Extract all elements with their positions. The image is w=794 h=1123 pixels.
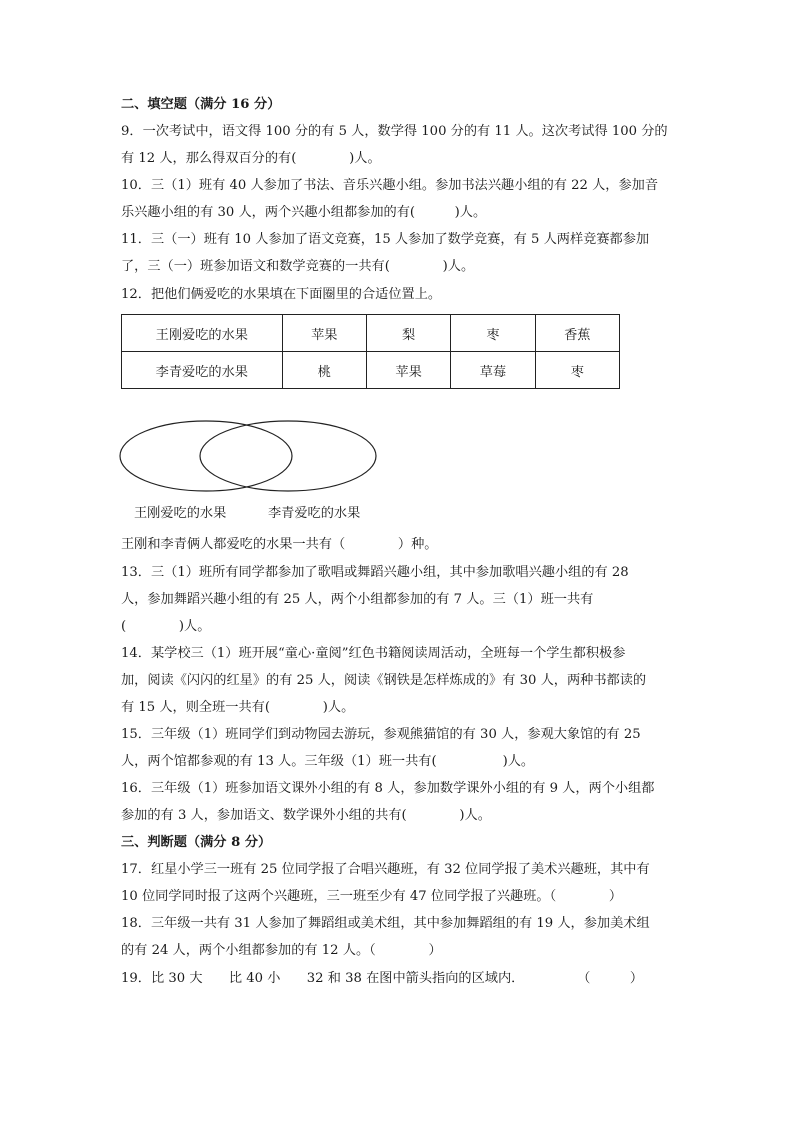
table-row-header: 李青爱吃的水果 — [122, 352, 283, 389]
question-14-line-2: 加，阅读《闪闪的红星》的有 25 人，阅读《钢铁是怎样炼成的》有 30 人，两种书都读的 — [121, 673, 647, 688]
table-cell: 香蕉 — [535, 315, 619, 352]
venn-circle-left — [120, 421, 292, 491]
table-cell: 枣 — [535, 352, 619, 389]
question-19: 19．比 30 大 比 40 小 32 和 38 在图中箭头指向的区域内． （ ） — [121, 971, 644, 986]
table-row — [122, 315, 620, 352]
question-15-line-2: 人，两个馆都参观的有 13 人。三年级（1）班一共有( )人。 — [121, 754, 535, 769]
table-cell: 梨 — [366, 315, 450, 352]
table-cell: 枣 — [451, 315, 535, 352]
question-18-line-1: 18．三年级一共有 31 人参加了舞蹈组或美术组，其中参加舞蹈组的有 19 人，参加美术组 — [121, 916, 650, 931]
question-14-line-1: 14．某学校三（1）班开展“童心·童阅”红色书籍阅读周活动，全班每一个学生都积极参 — [121, 646, 626, 661]
question-10-line-2: 乐兴趣小组的有 30 人，两个兴趣小组都参加的有( )人。 — [121, 205, 487, 220]
section-3-title: 三、判断题（满分 8 分） — [121, 835, 272, 850]
question-16-line-2: 参加的有 3 人，参加语文、数学课外小组的共有( )人。 — [121, 808, 491, 823]
table-cell: 桃 — [282, 352, 366, 389]
question-9-line-2: 有 12 人，那么得双百分的有( )人。 — [121, 151, 381, 166]
question-11-line-2: 了，三（一）班参加语文和数学竞赛的一共有( )人。 — [121, 259, 475, 274]
question-9-line-1: 9．一次考试中，语文得 100 分的有 5 人，数学得 100 分的有 11 人。这次考试得 100 分的 — [121, 124, 668, 139]
question-16-line-1: 16．三年级（1）班参加语文课外小组的有 8 人，参加数学课外小组的有 9 人，两个小组都 — [121, 781, 655, 796]
table-row-header: 王刚爱吃的水果 — [122, 315, 283, 352]
table-cell: 苹果 — [282, 315, 366, 352]
question-17-line-2: 10 位同学同时报了这两个兴趣班，三一班至少有 47 位同学报了兴趣班。（ ） — [121, 889, 623, 904]
question-12-text: 12．把他们俩爱吃的水果填在下面圈里的合适位置上。 — [121, 287, 442, 302]
question-12-question: 王刚和李青俩人都爱吃的水果一共有（ ）种。 — [121, 537, 438, 552]
venn-label-right: 李青爱吃的水果 — [268, 506, 361, 521]
table-cell: 苹果 — [366, 352, 450, 389]
venn-label-left: 王刚爱吃的水果 — [134, 506, 227, 521]
question-13-line-1: 13．三（1）班所有同学都参加了歌唱或舞蹈兴趣小组，其中参加歌唱兴趣小组的有 28 — [121, 565, 629, 580]
table-row — [122, 352, 620, 389]
question-13-line-3: ( )人。 — [121, 619, 211, 634]
question-13-line-2: 人，参加舞蹈兴趣小组的有 25 人，两个小组都参加的有 7 人。三（1）班一共有 — [121, 592, 594, 607]
section-2-title: 二、填空题（满分 16 分） — [121, 97, 281, 112]
question-18-line-2: 的有 24 人，两个小组都参加的有 12 人。（ ） — [121, 943, 442, 958]
question-17-line-1: 17．红星小学三一班有 25 位同学报了合唱兴趣班，有 32 位同学报了美术兴趣班，其中有 — [121, 862, 650, 877]
table-cell: 草莓 — [451, 352, 535, 389]
question-11-line-1: 11．三（一）班有 10 人参加了语文竞赛，15 人参加了数学竞赛，有 5 人两样竞赛都参加 — [121, 232, 650, 247]
question-15-line-1: 15．三年级（1）班同学们到动物园去游玩，参观熊猫馆的有 30 人，参观大象馆的有 25 — [121, 727, 641, 742]
question-14-line-3: 有 15 人，则全班一共有( )人。 — [121, 700, 355, 715]
fruit-table — [121, 314, 620, 389]
venn-circle-right — [200, 421, 376, 491]
question-10-line-1: 10．三（1）班有 40 人参加了书法、音乐兴趣小组。参加书法兴趣小组的有 22 人，参加音 — [121, 178, 659, 193]
venn-diagram — [118, 418, 380, 494]
